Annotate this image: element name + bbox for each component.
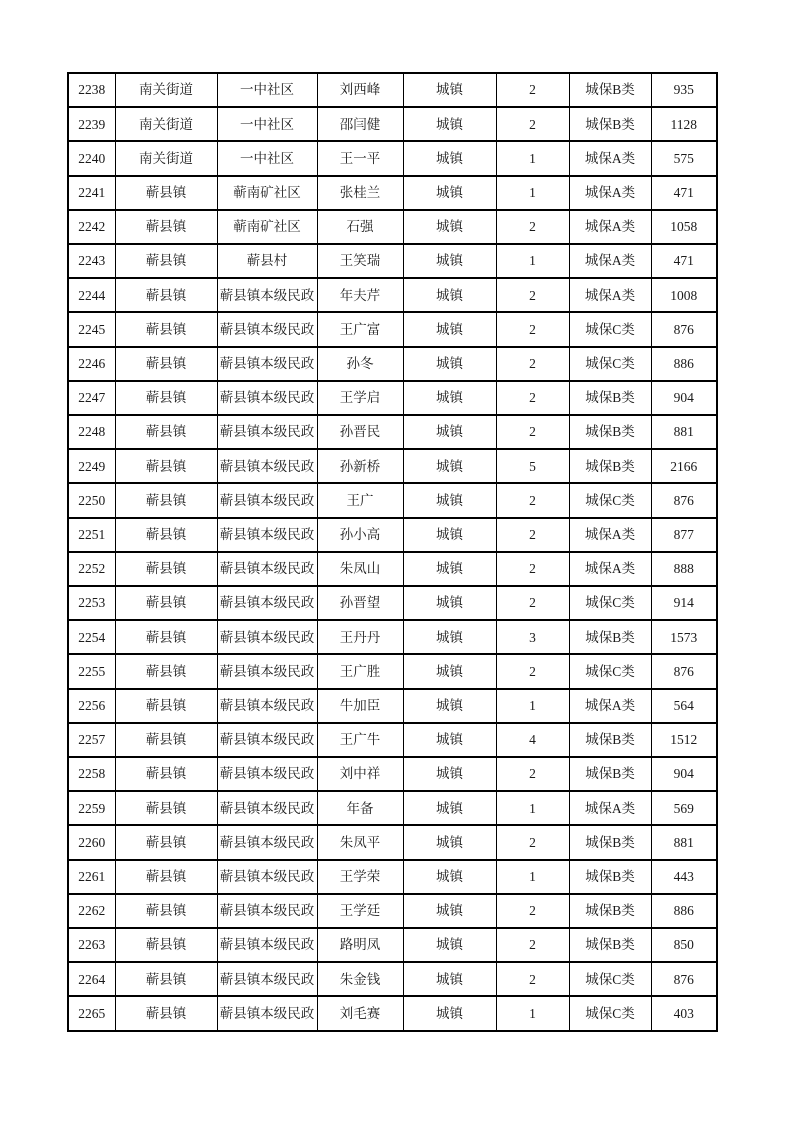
category-cell: 城保A类 bbox=[569, 791, 651, 825]
town-cell: 蕲县镇 bbox=[115, 894, 217, 928]
category-cell: 城保B类 bbox=[569, 107, 651, 141]
amount-cell: 443 bbox=[651, 860, 717, 894]
person-name-cell: 牛加臣 bbox=[317, 689, 403, 723]
community-cell: 蕲县镇本级民政 bbox=[217, 620, 317, 654]
category-cell: 城保B类 bbox=[569, 449, 651, 483]
household-count-cell: 1 bbox=[496, 176, 569, 210]
seq-cell: 2252 bbox=[68, 552, 115, 586]
table-row bbox=[68, 312, 717, 346]
residence-type-cell: 城镇 bbox=[403, 757, 496, 791]
person-name-cell: 朱金钱 bbox=[317, 962, 403, 996]
table-row bbox=[68, 586, 717, 620]
amount-cell: 904 bbox=[651, 757, 717, 791]
table-row bbox=[68, 381, 717, 415]
town-cell: 蕲县镇 bbox=[115, 552, 217, 586]
table-row bbox=[68, 620, 717, 654]
town-cell: 蕲县镇 bbox=[115, 586, 217, 620]
amount-cell: 881 bbox=[651, 415, 717, 449]
household-count-cell: 2 bbox=[496, 381, 569, 415]
table-row bbox=[68, 791, 717, 825]
person-name-cell: 孙新桥 bbox=[317, 449, 403, 483]
table-row bbox=[68, 244, 717, 278]
household-count-cell: 1 bbox=[496, 791, 569, 825]
amount-cell: 935 bbox=[651, 73, 717, 107]
seq-cell: 2251 bbox=[68, 518, 115, 552]
amount-cell: 471 bbox=[651, 176, 717, 210]
category-cell: 城保A类 bbox=[569, 552, 651, 586]
category-cell: 城保A类 bbox=[569, 210, 651, 244]
seq-cell: 2253 bbox=[68, 586, 115, 620]
town-cell: 蕲县镇 bbox=[115, 415, 217, 449]
person-name-cell: 孙小高 bbox=[317, 518, 403, 552]
town-cell: 蕲县镇 bbox=[115, 278, 217, 312]
person-name-cell: 刘西峰 bbox=[317, 73, 403, 107]
benefit-roster-table bbox=[67, 72, 718, 1032]
table-row bbox=[68, 552, 717, 586]
household-count-cell: 4 bbox=[496, 723, 569, 757]
category-cell: 城保B类 bbox=[569, 825, 651, 859]
amount-cell: 564 bbox=[651, 689, 717, 723]
town-cell: 蕲县镇 bbox=[115, 210, 217, 244]
residence-type-cell: 城镇 bbox=[403, 791, 496, 825]
residence-type-cell: 城镇 bbox=[403, 928, 496, 962]
town-cell: 蕲县镇 bbox=[115, 312, 217, 346]
household-count-cell: 2 bbox=[496, 107, 569, 141]
person-name-cell: 邵闫健 bbox=[317, 107, 403, 141]
community-cell: 蕲县镇本级民政 bbox=[217, 723, 317, 757]
community-cell: 一中社区 bbox=[217, 107, 317, 141]
table-row bbox=[68, 176, 717, 210]
amount-cell: 881 bbox=[651, 825, 717, 859]
table-row bbox=[68, 210, 717, 244]
community-cell: 蕲县镇本级民政 bbox=[217, 312, 317, 346]
category-cell: 城保B类 bbox=[569, 73, 651, 107]
table-row bbox=[68, 654, 717, 688]
community-cell: 蕲县镇本级民政 bbox=[217, 757, 317, 791]
residence-type-cell: 城镇 bbox=[403, 415, 496, 449]
household-count-cell: 2 bbox=[496, 928, 569, 962]
person-name-cell: 刘中祥 bbox=[317, 757, 403, 791]
seq-cell: 2238 bbox=[68, 73, 115, 107]
community-cell: 蕲南矿社区 bbox=[217, 176, 317, 210]
amount-cell: 876 bbox=[651, 483, 717, 517]
community-cell: 一中社区 bbox=[217, 141, 317, 175]
residence-type-cell: 城镇 bbox=[403, 825, 496, 859]
community-cell: 蕲县镇本级民政 bbox=[217, 996, 317, 1031]
benefit-roster-table-body bbox=[68, 73, 717, 1031]
category-cell: 城保B类 bbox=[569, 757, 651, 791]
community-cell: 蕲南矿社区 bbox=[217, 210, 317, 244]
person-name-cell: 孙冬 bbox=[317, 347, 403, 381]
table-row bbox=[68, 928, 717, 962]
residence-type-cell: 城镇 bbox=[403, 176, 496, 210]
household-count-cell: 2 bbox=[496, 347, 569, 381]
person-name-cell: 王一平 bbox=[317, 141, 403, 175]
amount-cell: 876 bbox=[651, 312, 717, 346]
community-cell: 蕲县镇本级民政 bbox=[217, 586, 317, 620]
seq-cell: 2265 bbox=[68, 996, 115, 1031]
seq-cell: 2264 bbox=[68, 962, 115, 996]
household-count-cell: 2 bbox=[496, 894, 569, 928]
town-cell: 蕲县镇 bbox=[115, 620, 217, 654]
household-count-cell: 1 bbox=[496, 996, 569, 1031]
community-cell: 蕲县村 bbox=[217, 244, 317, 278]
amount-cell: 888 bbox=[651, 552, 717, 586]
amount-cell: 1058 bbox=[651, 210, 717, 244]
seq-cell: 2262 bbox=[68, 894, 115, 928]
household-count-cell: 2 bbox=[496, 586, 569, 620]
household-count-cell: 2 bbox=[496, 962, 569, 996]
seq-cell: 2250 bbox=[68, 483, 115, 517]
person-name-cell: 王广牛 bbox=[317, 723, 403, 757]
seq-cell: 2248 bbox=[68, 415, 115, 449]
person-name-cell: 孙晋民 bbox=[317, 415, 403, 449]
table-row bbox=[68, 962, 717, 996]
person-name-cell: 王广富 bbox=[317, 312, 403, 346]
table-row bbox=[68, 449, 717, 483]
category-cell: 城保A类 bbox=[569, 141, 651, 175]
seq-cell: 2260 bbox=[68, 825, 115, 859]
residence-type-cell: 城镇 bbox=[403, 449, 496, 483]
amount-cell: 1128 bbox=[651, 107, 717, 141]
person-name-cell: 朱凤平 bbox=[317, 825, 403, 859]
residence-type-cell: 城镇 bbox=[403, 860, 496, 894]
amount-cell: 471 bbox=[651, 244, 717, 278]
residence-type-cell: 城镇 bbox=[403, 962, 496, 996]
town-cell: 蕲县镇 bbox=[115, 689, 217, 723]
household-count-cell: 2 bbox=[496, 825, 569, 859]
household-count-cell: 2 bbox=[496, 518, 569, 552]
residence-type-cell: 城镇 bbox=[403, 518, 496, 552]
table-row bbox=[68, 347, 717, 381]
household-count-cell: 1 bbox=[496, 244, 569, 278]
category-cell: 城保A类 bbox=[569, 244, 651, 278]
community-cell: 蕲县镇本级民政 bbox=[217, 689, 317, 723]
table-row bbox=[68, 996, 717, 1031]
amount-cell: 850 bbox=[651, 928, 717, 962]
category-cell: 城保A类 bbox=[569, 689, 651, 723]
table-row bbox=[68, 723, 717, 757]
town-cell: 蕲县镇 bbox=[115, 449, 217, 483]
community-cell: 蕲县镇本级民政 bbox=[217, 381, 317, 415]
residence-type-cell: 城镇 bbox=[403, 620, 496, 654]
category-cell: 城保B类 bbox=[569, 620, 651, 654]
community-cell: 蕲县镇本级民政 bbox=[217, 449, 317, 483]
community-cell: 蕲县镇本级民政 bbox=[217, 894, 317, 928]
town-cell: 蕲县镇 bbox=[115, 791, 217, 825]
category-cell: 城保A类 bbox=[569, 176, 651, 210]
person-name-cell: 路明凤 bbox=[317, 928, 403, 962]
residence-type-cell: 城镇 bbox=[403, 894, 496, 928]
household-count-cell: 2 bbox=[496, 654, 569, 688]
town-cell: 蕲县镇 bbox=[115, 244, 217, 278]
category-cell: 城保B类 bbox=[569, 928, 651, 962]
amount-cell: 2166 bbox=[651, 449, 717, 483]
residence-type-cell: 城镇 bbox=[403, 347, 496, 381]
amount-cell: 886 bbox=[651, 894, 717, 928]
seq-cell: 2258 bbox=[68, 757, 115, 791]
community-cell: 蕲县镇本级民政 bbox=[217, 962, 317, 996]
table-row bbox=[68, 141, 717, 175]
person-name-cell: 王广胜 bbox=[317, 654, 403, 688]
amount-cell: 575 bbox=[651, 141, 717, 175]
community-cell: 蕲县镇本级民政 bbox=[217, 518, 317, 552]
town-cell: 南关街道 bbox=[115, 107, 217, 141]
household-count-cell: 1 bbox=[496, 860, 569, 894]
town-cell: 蕲县镇 bbox=[115, 860, 217, 894]
category-cell: 城保A类 bbox=[569, 518, 651, 552]
seq-cell: 2263 bbox=[68, 928, 115, 962]
household-count-cell: 2 bbox=[496, 312, 569, 346]
community-cell: 蕲县镇本级民政 bbox=[217, 654, 317, 688]
community-cell: 蕲县镇本级民政 bbox=[217, 825, 317, 859]
amount-cell: 569 bbox=[651, 791, 717, 825]
document-page bbox=[67, 72, 716, 1032]
table-row bbox=[68, 518, 717, 552]
residence-type-cell: 城镇 bbox=[403, 278, 496, 312]
person-name-cell: 王笑瑞 bbox=[317, 244, 403, 278]
seq-cell: 2249 bbox=[68, 449, 115, 483]
amount-cell: 914 bbox=[651, 586, 717, 620]
category-cell: 城保C类 bbox=[569, 962, 651, 996]
person-name-cell: 石强 bbox=[317, 210, 403, 244]
town-cell: 蕲县镇 bbox=[115, 757, 217, 791]
residence-type-cell: 城镇 bbox=[403, 107, 496, 141]
table-row bbox=[68, 689, 717, 723]
table-row bbox=[68, 483, 717, 517]
community-cell: 蕲县镇本级民政 bbox=[217, 278, 317, 312]
table-row bbox=[68, 107, 717, 141]
household-count-cell: 2 bbox=[496, 210, 569, 244]
amount-cell: 1573 bbox=[651, 620, 717, 654]
residence-type-cell: 城镇 bbox=[403, 552, 496, 586]
amount-cell: 876 bbox=[651, 962, 717, 996]
household-count-cell: 5 bbox=[496, 449, 569, 483]
residence-type-cell: 城镇 bbox=[403, 689, 496, 723]
person-name-cell: 王学荣 bbox=[317, 860, 403, 894]
person-name-cell: 朱凤山 bbox=[317, 552, 403, 586]
table-row bbox=[68, 757, 717, 791]
seq-cell: 2242 bbox=[68, 210, 115, 244]
community-cell: 蕲县镇本级民政 bbox=[217, 552, 317, 586]
category-cell: 城保B类 bbox=[569, 381, 651, 415]
category-cell: 城保B类 bbox=[569, 894, 651, 928]
residence-type-cell: 城镇 bbox=[403, 381, 496, 415]
amount-cell: 1512 bbox=[651, 723, 717, 757]
category-cell: 城保C类 bbox=[569, 586, 651, 620]
residence-type-cell: 城镇 bbox=[403, 586, 496, 620]
household-count-cell: 2 bbox=[496, 483, 569, 517]
person-name-cell: 年夫芹 bbox=[317, 278, 403, 312]
residence-type-cell: 城镇 bbox=[403, 996, 496, 1031]
town-cell: 蕲县镇 bbox=[115, 996, 217, 1031]
table-row bbox=[68, 73, 717, 107]
household-count-cell: 1 bbox=[496, 689, 569, 723]
table-row bbox=[68, 415, 717, 449]
community-cell: 蕲县镇本级民政 bbox=[217, 860, 317, 894]
person-name-cell: 王学启 bbox=[317, 381, 403, 415]
town-cell: 蕲县镇 bbox=[115, 723, 217, 757]
town-cell: 南关街道 bbox=[115, 73, 217, 107]
household-count-cell: 1 bbox=[496, 141, 569, 175]
category-cell: 城保B类 bbox=[569, 860, 651, 894]
category-cell: 城保C类 bbox=[569, 996, 651, 1031]
residence-type-cell: 城镇 bbox=[403, 244, 496, 278]
amount-cell: 1008 bbox=[651, 278, 717, 312]
table-row bbox=[68, 278, 717, 312]
seq-cell: 2243 bbox=[68, 244, 115, 278]
category-cell: 城保C类 bbox=[569, 483, 651, 517]
community-cell: 蕲县镇本级民政 bbox=[217, 483, 317, 517]
amount-cell: 403 bbox=[651, 996, 717, 1031]
seq-cell: 2257 bbox=[68, 723, 115, 757]
town-cell: 蕲县镇 bbox=[115, 962, 217, 996]
town-cell: 蕲县镇 bbox=[115, 654, 217, 688]
town-cell: 南关街道 bbox=[115, 141, 217, 175]
household-count-cell: 3 bbox=[496, 620, 569, 654]
community-cell: 蕲县镇本级民政 bbox=[217, 347, 317, 381]
town-cell: 蕲县镇 bbox=[115, 347, 217, 381]
person-name-cell: 孙晋望 bbox=[317, 586, 403, 620]
amount-cell: 904 bbox=[651, 381, 717, 415]
seq-cell: 2259 bbox=[68, 791, 115, 825]
seq-cell: 2240 bbox=[68, 141, 115, 175]
person-name-cell: 刘毛赛 bbox=[317, 996, 403, 1031]
person-name-cell: 张桂兰 bbox=[317, 176, 403, 210]
seq-cell: 2245 bbox=[68, 312, 115, 346]
category-cell: 城保C类 bbox=[569, 654, 651, 688]
seq-cell: 2244 bbox=[68, 278, 115, 312]
residence-type-cell: 城镇 bbox=[403, 483, 496, 517]
household-count-cell: 2 bbox=[496, 73, 569, 107]
person-name-cell: 王广 bbox=[317, 483, 403, 517]
seq-cell: 2246 bbox=[68, 347, 115, 381]
community-cell: 蕲县镇本级民政 bbox=[217, 791, 317, 825]
seq-cell: 2254 bbox=[68, 620, 115, 654]
table-row bbox=[68, 894, 717, 928]
community-cell: 蕲县镇本级民政 bbox=[217, 928, 317, 962]
residence-type-cell: 城镇 bbox=[403, 312, 496, 346]
town-cell: 蕲县镇 bbox=[115, 928, 217, 962]
town-cell: 蕲县镇 bbox=[115, 176, 217, 210]
category-cell: 城保C类 bbox=[569, 347, 651, 381]
seq-cell: 2256 bbox=[68, 689, 115, 723]
residence-type-cell: 城镇 bbox=[403, 141, 496, 175]
category-cell: 城保B类 bbox=[569, 415, 651, 449]
household-count-cell: 2 bbox=[496, 278, 569, 312]
category-cell: 城保A类 bbox=[569, 278, 651, 312]
residence-type-cell: 城镇 bbox=[403, 654, 496, 688]
table-row bbox=[68, 860, 717, 894]
seq-cell: 2255 bbox=[68, 654, 115, 688]
person-name-cell: 王丹丹 bbox=[317, 620, 403, 654]
town-cell: 蕲县镇 bbox=[115, 381, 217, 415]
residence-type-cell: 城镇 bbox=[403, 73, 496, 107]
category-cell: 城保C类 bbox=[569, 312, 651, 346]
person-name-cell: 王学廷 bbox=[317, 894, 403, 928]
town-cell: 蕲县镇 bbox=[115, 518, 217, 552]
person-name-cell: 年备 bbox=[317, 791, 403, 825]
community-cell: 一中社区 bbox=[217, 73, 317, 107]
seq-cell: 2239 bbox=[68, 107, 115, 141]
amount-cell: 877 bbox=[651, 518, 717, 552]
seq-cell: 2247 bbox=[68, 381, 115, 415]
town-cell: 蕲县镇 bbox=[115, 825, 217, 859]
residence-type-cell: 城镇 bbox=[403, 210, 496, 244]
household-count-cell: 2 bbox=[496, 415, 569, 449]
household-count-cell: 2 bbox=[496, 757, 569, 791]
residence-type-cell: 城镇 bbox=[403, 723, 496, 757]
category-cell: 城保B类 bbox=[569, 723, 651, 757]
amount-cell: 886 bbox=[651, 347, 717, 381]
household-count-cell: 2 bbox=[496, 552, 569, 586]
seq-cell: 2261 bbox=[68, 860, 115, 894]
town-cell: 蕲县镇 bbox=[115, 483, 217, 517]
seq-cell: 2241 bbox=[68, 176, 115, 210]
table-row bbox=[68, 825, 717, 859]
amount-cell: 876 bbox=[651, 654, 717, 688]
community-cell: 蕲县镇本级民政 bbox=[217, 415, 317, 449]
